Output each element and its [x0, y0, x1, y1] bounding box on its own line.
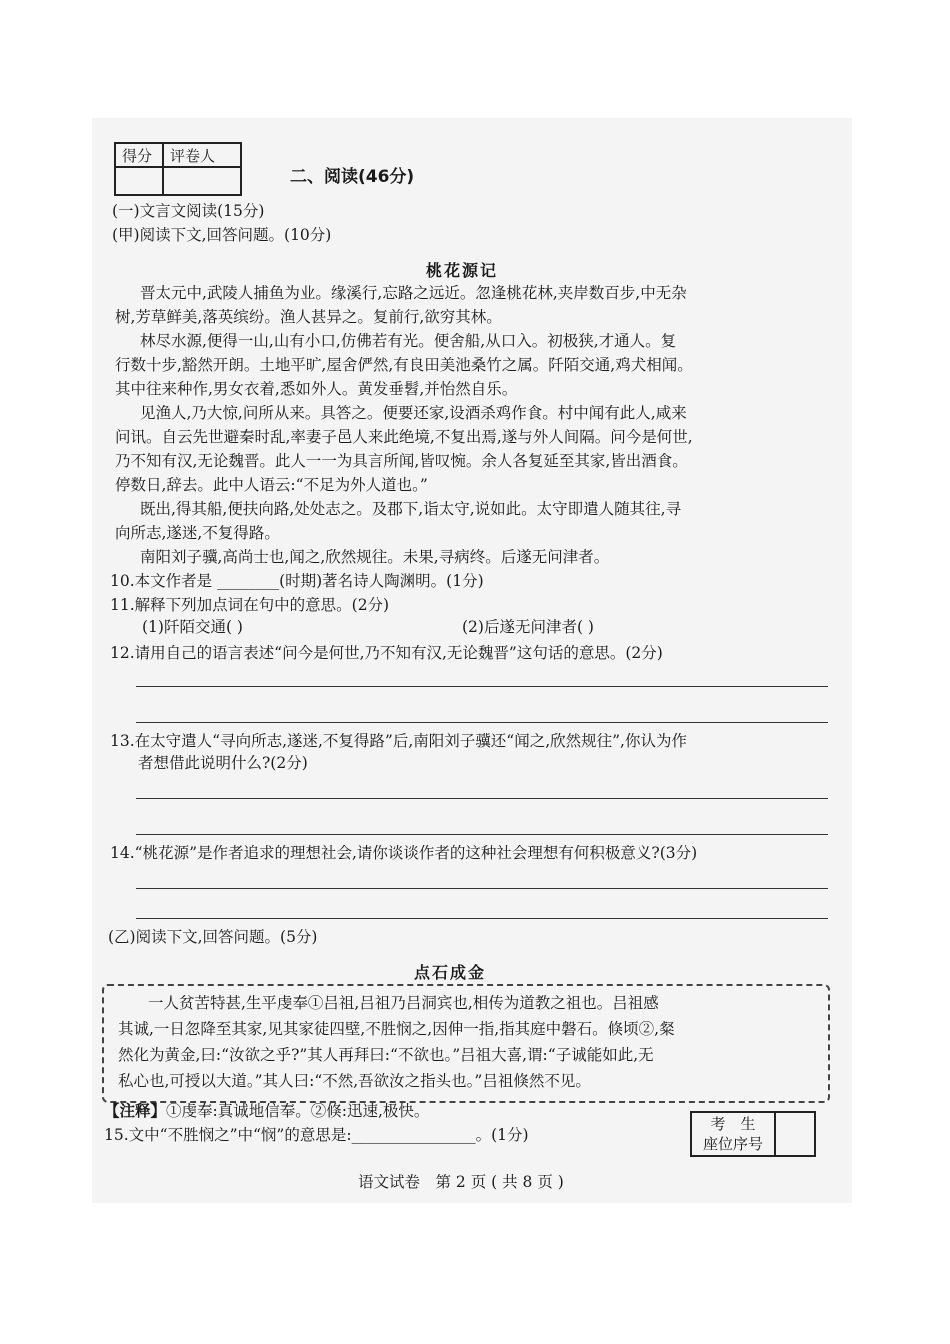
article-a-line: 行数十步,豁然开朗。土地平旷,屋舍俨然,有良田美池桑竹之属。阡陌交通,鸡犬相闻。 — [115, 356, 693, 374]
question-11-b: (2)后遂无问津者( ) — [462, 618, 594, 636]
seat-number-box — [690, 1111, 816, 1157]
score-cell[interactable] — [115, 167, 163, 195]
answer-line[interactable] — [136, 798, 828, 799]
notes-text: ①虔奉:真诚地信奉。②倏:迅速,极快。 — [166, 1102, 430, 1120]
answer-line[interactable] — [136, 834, 828, 835]
question-15: 15.文中“不胜悯之”中“悯”的意思是:________________。(1分) — [104, 1126, 529, 1144]
question-11: 11.解释下列加点词在句中的意思。(2分) — [110, 596, 390, 614]
article-a-line: 南阳刘子骥,高尚士也,闻之,欣然规往。未果,寻病终。后遂无问津者。 — [140, 548, 610, 566]
article-a-line: 既出,得其船,便扶向路,处处志之。及郡下,诣太守,说如此。太守即遣人随其往,寻 — [140, 500, 682, 518]
article-a-line: 问讯。自云先世避秦时乱,率妻子邑人来此绝境,不复出焉,遂与外人间隔。问今是何世, — [115, 428, 693, 446]
question-10: 10.本文作者是 ________(时期)著名诗人陶渊明。(1分) — [110, 572, 484, 590]
article-b-title: 点石成金 — [414, 963, 487, 982]
part-b-label: (乙)阅读下文,回答问题。(5分) — [108, 928, 318, 946]
answer-line[interactable] — [136, 888, 828, 889]
question-11-a: (1)阡陌交通( ) — [142, 618, 243, 636]
article-b-line: 然化为黄金,曰:“汝欲之乎?”其人再拜曰:“不欲也。”吕祖大喜,谓:“子诚能如此,无 — [118, 1046, 654, 1064]
notes-label: 【注释】 — [104, 1102, 167, 1120]
seat-number-label: 考 生 座位序号 — [691, 1112, 775, 1156]
grader-label: 评卷人 — [163, 143, 241, 167]
grader-cell[interactable] — [163, 167, 241, 195]
question-13-line1: 13.在太守遣人“寻向所志,遂迷,不复得路”后,南阳刘子骥还“闻之,欣然规往”,你认为作 — [110, 732, 687, 750]
question-14: 14.“桃花源”是作者追求的理想社会,请你谈谈作者的这种社会理想有何积极意义?(3分) — [110, 844, 698, 862]
notes-line — [104, 1104, 429, 1120]
section-title: 二、阅读(46分) — [290, 167, 415, 187]
article-b-line: 其诚,一日忽降至其家,见其家徒四壁,不胜悯之,因伸一指,指其庭中磐石。倏顷②,粲 — [118, 1020, 675, 1038]
article-a-line: 其中往来种作,男女衣着,悉如外人。黄发垂髫,并怡然自乐。 — [115, 380, 518, 398]
article-a-line: 晋太元中,武陵人捕鱼为业。缘溪行,忘路之远近。忽逢桃花林,夹岸数百步,中无杂 — [140, 284, 687, 302]
part-a-label: (甲)阅读下文,回答问题。(10分) — [112, 226, 332, 244]
page-footer: 语文试卷 第 2 页 ( 共 8 页 ) — [358, 1173, 564, 1191]
part1-label: (一)文言文阅读(15分) — [112, 202, 265, 220]
answer-line[interactable] — [136, 686, 828, 687]
answer-line[interactable] — [136, 918, 828, 919]
article-a-line: 树,芳草鲜美,落英缤纷。渔人甚异之。复前行,欲穷其林。 — [115, 308, 502, 326]
article-a-line: 林尽水源,便得一山,山有小口,仿佛若有光。便舍船,从口入。初极狭,才通人。复 — [140, 332, 677, 350]
article-a-line: 见渔人,乃大惊,问所从来。具答之。便要还家,设酒杀鸡作食。村中闻有此人,咸来 — [140, 404, 687, 422]
article-a-line: 乃不知有汉,无论魏晋。此人一一为具言所闻,皆叹惋。余人各复延至其家,皆出酒食。 — [115, 452, 688, 470]
answer-line[interactable] — [136, 722, 828, 723]
question-12: 12.请用自己的语言表述“问今是何世,乃不知有汉,无论魏晋”这句话的意思。(2分) — [110, 644, 663, 662]
seat-number-field[interactable] — [775, 1112, 815, 1156]
article-a-line: 停数日,辞去。此中人语云:“不足为外人道也。” — [115, 476, 428, 494]
article-a-title: 桃花源记 — [426, 261, 499, 280]
question-13-line2: 者想借此说明什么?(2分) — [138, 754, 308, 772]
score-label: 得分 — [115, 143, 163, 167]
score-table — [114, 142, 242, 196]
article-a-line: 向所志,遂迷,不复得路。 — [115, 524, 280, 542]
article-b-line: 私心也,可授以大道。”其人曰:“不然,吾欲汝之指头也。”吕祖倏然不见。 — [118, 1072, 591, 1090]
article-b-line: 一人贫苦特甚,生平虔奉①吕祖,吕祖乃吕洞宾也,相传为道教之祖也。吕祖感 — [148, 994, 659, 1012]
